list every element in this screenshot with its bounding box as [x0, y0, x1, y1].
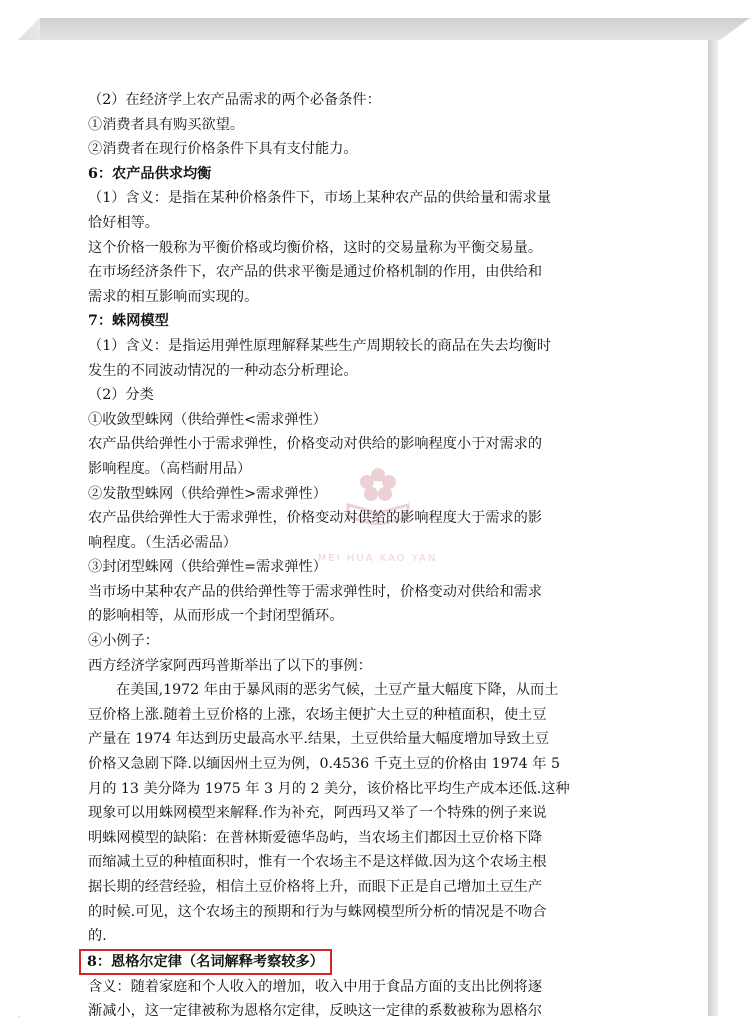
text-line: 恰好相等。	[88, 214, 159, 231]
text-line: ②发散型蛛网（供给弹性>需求弹性）	[88, 485, 327, 502]
text-line: 的.	[88, 928, 107, 945]
watermark-brand-text: MEI HUA KAO YAN	[317, 553, 438, 564]
text-line: 农产品供给弹性小于需求弹性，价格变动对供给的影响程度小于对需求的	[88, 436, 543, 453]
example-paragraph-start: 在美国,1972 年由于暴风雨的恶劣气候，土豆产量大幅度下降，从而土	[116, 682, 559, 699]
text-line: 西方经济学家阿西玛普斯举出了以下的事例：	[88, 657, 372, 674]
text-line: 渐减小，这一定律被称为恩格尔定律，反映这一定律的系数被称为恩格尔	[88, 1003, 543, 1020]
text-line: ②消费者在现行价格条件下具有支付能力。	[88, 141, 358, 158]
book-page-edge	[708, 40, 718, 1016]
text-line: 影响程度。（高档耐用品）	[88, 460, 252, 477]
text-line: 在市场经济条件下，农产品的供求平衡是通过价格机制的作用，由供给和	[88, 264, 543, 281]
text-line: （1）含义：是指在某种价格条件下，市场上某种农产品的供给量和需求量	[88, 190, 552, 207]
text-line: 豆价格上涨.随着土豆价格的上涨，农场主便扩大土豆的种植面积，使土豆	[88, 706, 547, 723]
text-line: （2）在经济学上农产品需求的两个必备条件：	[88, 92, 381, 108]
text-line: 的时候.可见，这个农场主的预期和行为与蛛网模型所分析的情况是不吻合	[88, 903, 547, 920]
text-line: 这个价格一般称为平衡价格或均衡价格，这时的交易量称为平衡交易量。	[88, 239, 543, 256]
text-line: 产量在 1974 年达到历史最高水平.结果，土豆供给量大幅度增加导致土豆	[88, 731, 550, 748]
text-line: 明蛛网模型的缺陷：在普林斯爱德华岛屿，当农场主们都因土豆价格下降	[88, 829, 543, 846]
text-line: （2）分类	[88, 387, 154, 404]
text-line: 农产品供给弹性大于需求弹性，价格变动对供给的影响程度大于需求的影	[88, 510, 543, 527]
book-top-edge	[0, 0, 750, 40]
text-line: （1）含义：是指运用弹性原理解释某些生产周期较长的商品在失去均衡时	[88, 337, 552, 354]
text-line: 需求的相互影响而实现的。	[88, 288, 259, 305]
section-heading-6: 6：农产品供求均衡	[88, 165, 212, 182]
text-line: 的影响相等，从而形成一个封闭型循环。	[88, 608, 344, 625]
text-line: ③封闭型蛛网（供给弹性=需求弹性）	[88, 559, 327, 576]
text-line: ①消费者具有购买欲望。	[88, 116, 245, 133]
text-line: ①收敛型蛛网（供给弹性<需求弹性）	[88, 411, 327, 428]
text-line: 发生的不同波动情况的一种动态分析理论。	[88, 362, 358, 379]
text-line: 含义：随着家庭和个人收入的增加，收入中用于食品方面的支出比例将逐	[88, 978, 543, 995]
text-line: ④小例子：	[88, 633, 159, 650]
text-line: 响程度。（生活必需品）	[88, 534, 237, 551]
text-line: 现象可以用蛛网模型来解释.作为补充，阿西玛又举了一个特殊的例子来说	[88, 805, 547, 822]
text-line: 而缩减土豆的种植面积时，惟有一个农场主不是这样做.因为这个农场主根	[88, 854, 547, 871]
section-heading-8	[88, 949, 648, 975]
text-line: 月的 13 美分降为 1975 年 3 月的 2 美分，该价格比平均生产成本还低.这种	[88, 780, 570, 797]
highlight-box: 8：恩格尔定律（名词解释考察较多）	[79, 949, 332, 975]
section-heading-7: 7：蛛网模型	[88, 313, 169, 330]
document-body	[88, 88, 648, 1024]
text-line: 价格又急剧下降.以缅因州土豆为例，0.4536 千克土豆的价格由 1974 年 5	[88, 756, 561, 773]
text-line: 当市场中某种农产品的供给弹性等于需求弹性时，价格变动对供给和需求	[88, 583, 543, 600]
text-line: 据长期的经营经验，相信土豆价格将上升，而眼下正是自己增加土豆生产	[88, 879, 543, 895]
